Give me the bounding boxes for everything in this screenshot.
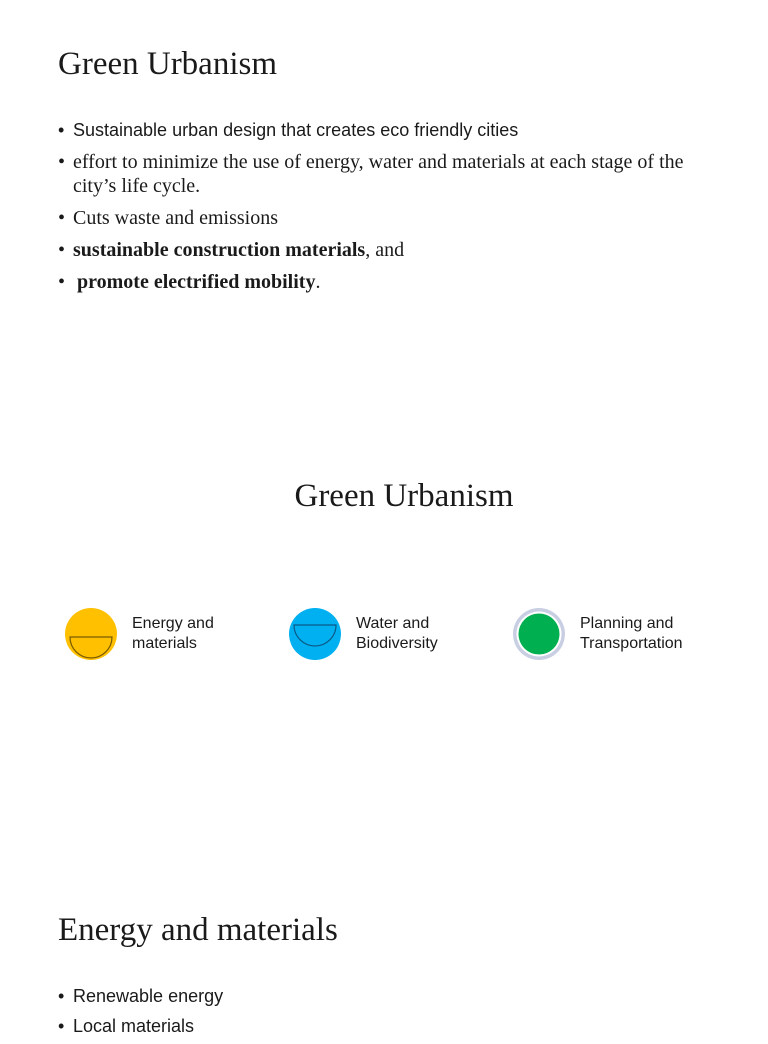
bullet-text: , and — [365, 239, 405, 261]
bullet-dot: • — [58, 1016, 65, 1036]
bullet-dot: • — [58, 120, 65, 140]
node-circle — [519, 614, 560, 655]
node-circle — [289, 608, 341, 660]
bullet-item-local-materials — [58, 1014, 718, 1038]
slide-3-bullet-list — [58, 984, 718, 1044]
green-ring-circle-icon — [512, 607, 566, 661]
bullet-item-minimize-use — [58, 150, 718, 198]
node-label-energy: Energy and materials — [132, 615, 214, 652]
node-circle — [65, 608, 117, 660]
bullet-text: Renewable energy — [73, 986, 224, 1006]
bullet-text: Local materials — [73, 1016, 195, 1036]
bullet-dot: • — [58, 151, 66, 173]
slide-1-bullet-list — [58, 118, 718, 302]
node-label-planning: Planning and Transportation — [580, 615, 683, 652]
bullet-item-renewable-energy — [58, 984, 718, 1008]
bullet-dot: • — [58, 239, 66, 261]
yellow-bowl-circle-icon — [64, 607, 118, 661]
bullet-text: effort to minimize the use of energy, water and materials at each stage of the city’s life cycle. — [73, 151, 684, 197]
diagram-node-water — [288, 606, 438, 662]
bullet-text: . — [315, 271, 321, 293]
bullet-dot: • — [58, 986, 65, 1006]
blue-bowl-circle-icon — [288, 607, 342, 661]
slide-2-title: Green Urbanism — [294, 478, 514, 514]
slide-3-title: Energy and materials — [58, 912, 338, 948]
slide-1-title: Green Urbanism — [58, 46, 278, 82]
bullet-item-electrified-mobility — [58, 270, 718, 294]
bullet-text: Cuts waste and emissions — [73, 207, 278, 229]
bullet-item-cuts-waste — [58, 206, 718, 230]
bullet-text: Sustainable urban design that creates eco friendly cities — [73, 120, 519, 140]
bullet-text-bold: promote electrified mobility — [77, 271, 316, 293]
bullet-item-construction-materials — [58, 238, 718, 262]
diagram-node-energy — [64, 606, 214, 662]
bullet-dot: • — [58, 271, 66, 293]
node-label-water: Water and Biodiversity — [356, 615, 438, 652]
bullet-item-sustainable-design — [58, 118, 718, 142]
bullet-dot: • — [58, 207, 66, 229]
diagram-node-planning — [512, 606, 683, 662]
bullet-text-bold: sustainable construction materials — [73, 239, 366, 261]
